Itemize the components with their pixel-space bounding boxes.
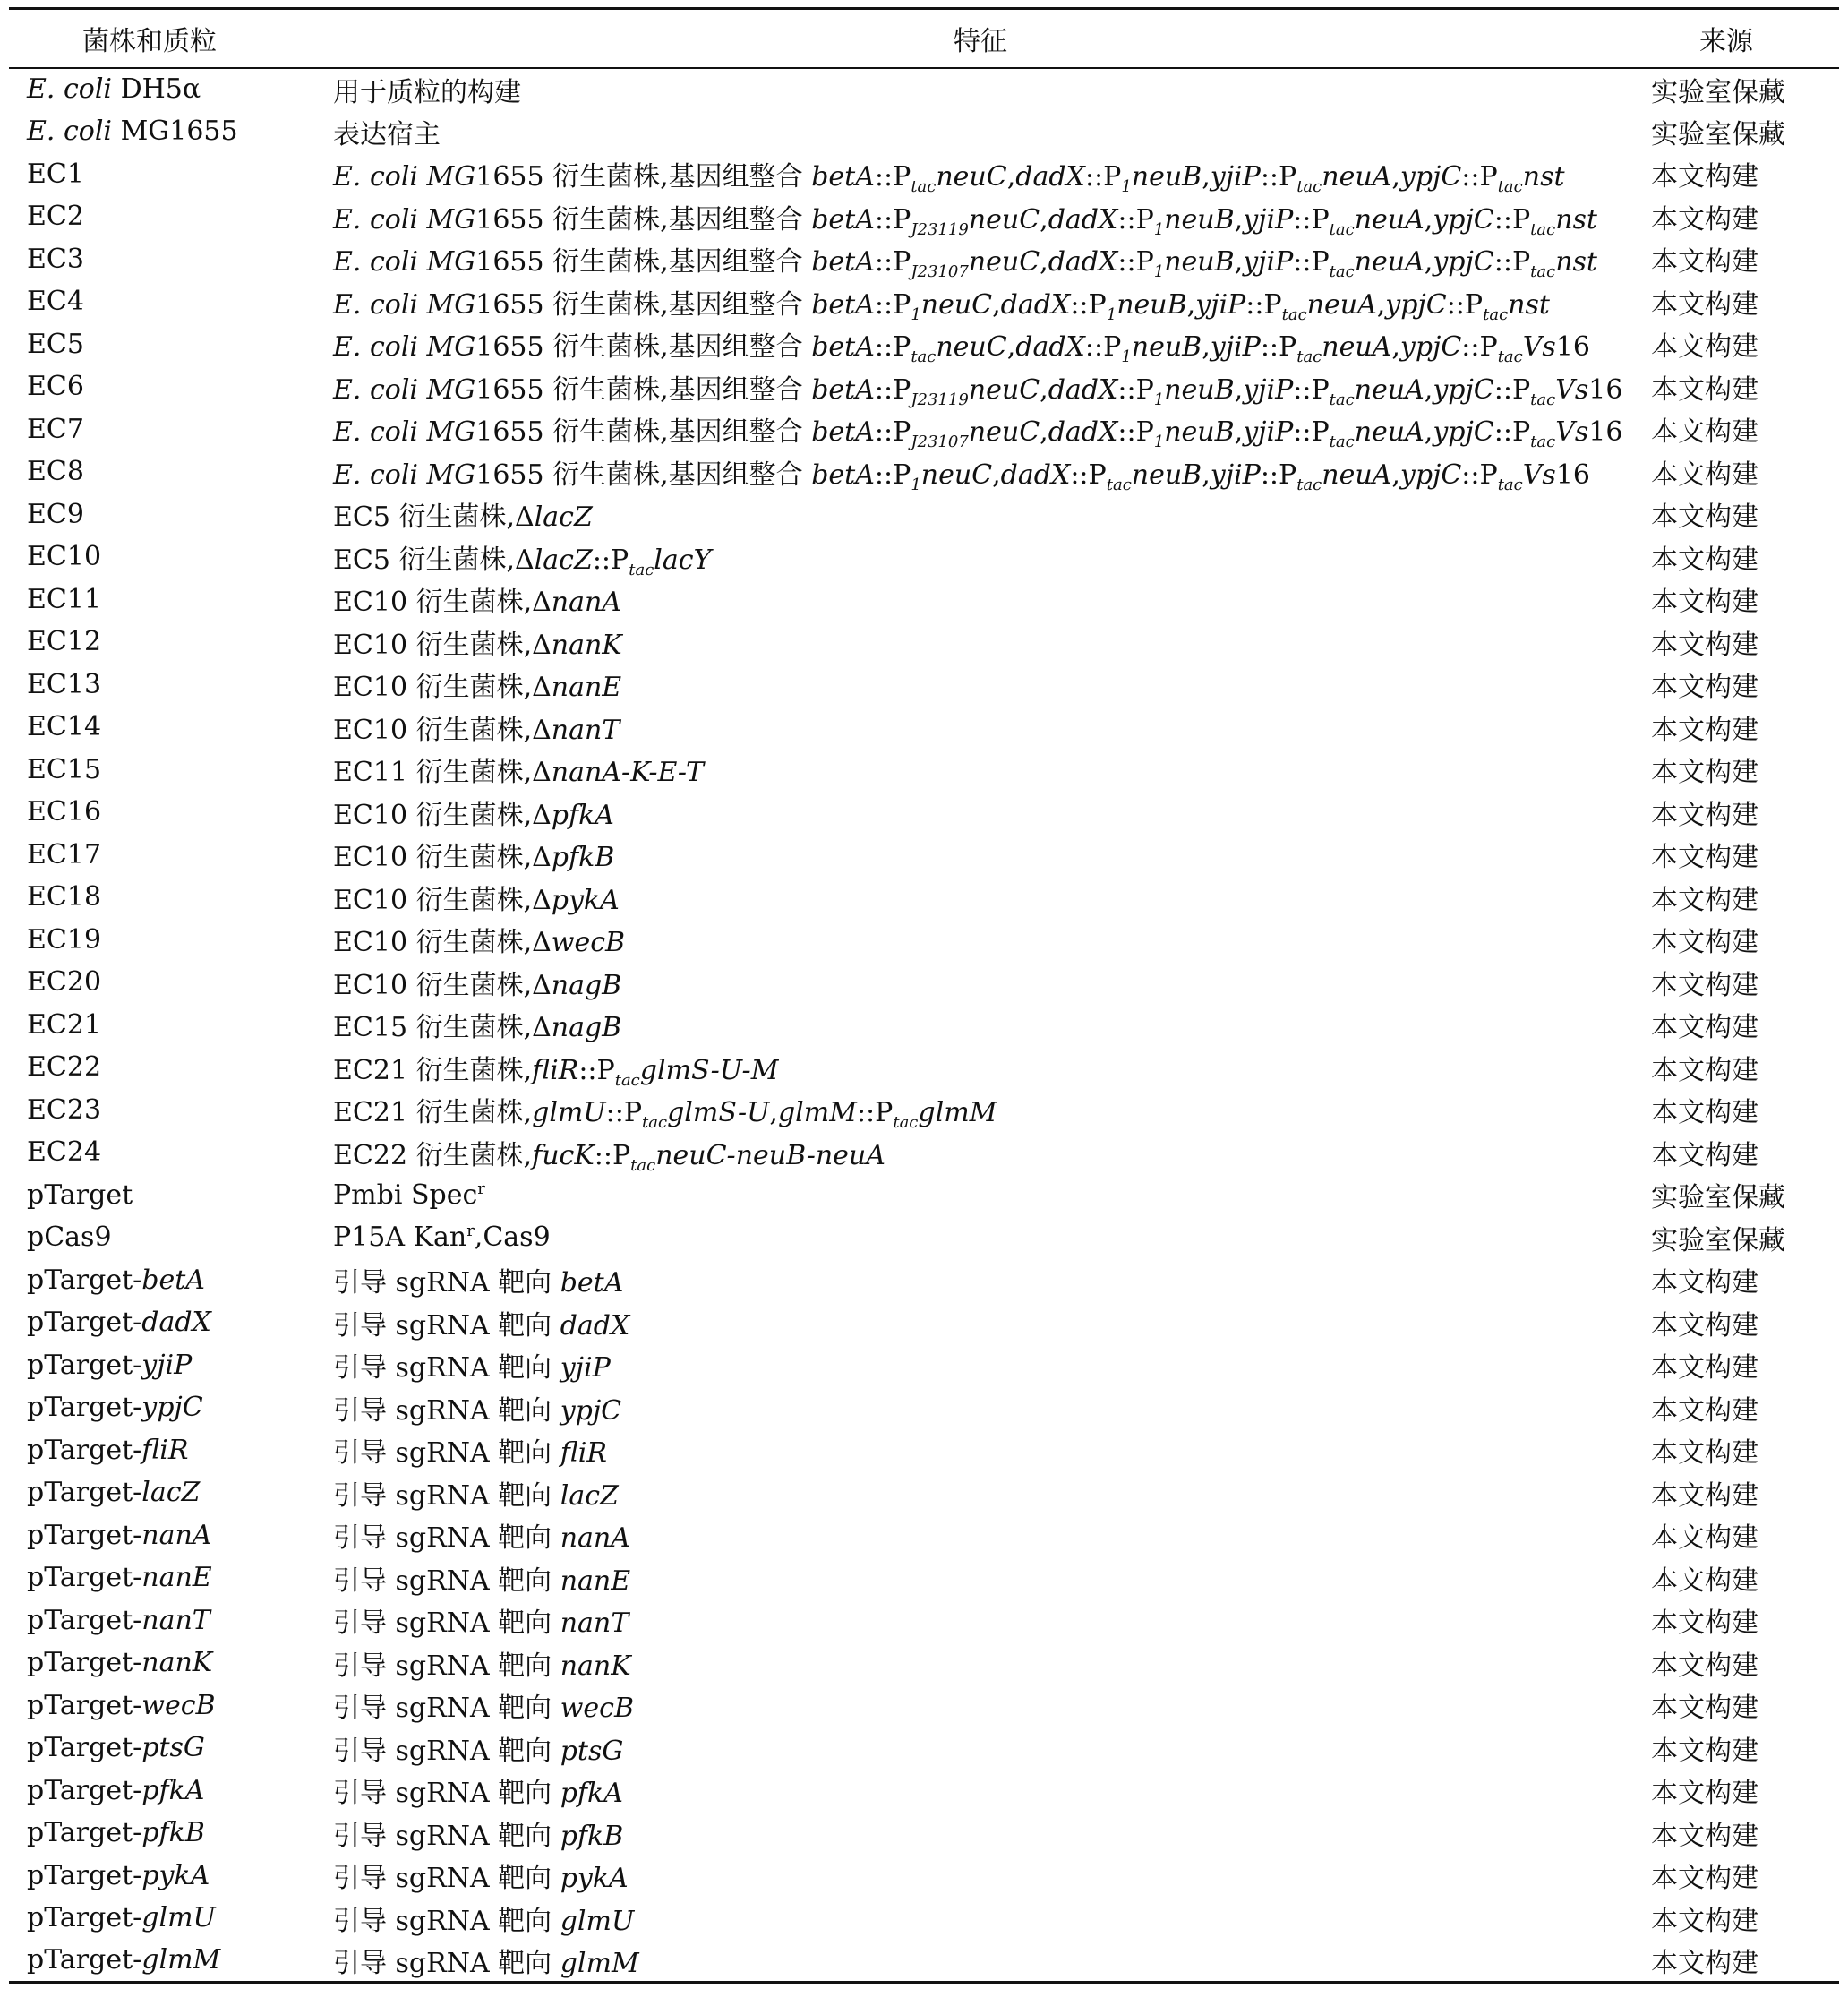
cell-feature: 引导 sgRNA 靶向 nanA — [333, 1522, 630, 1555]
cell-strain-name: EC8 — [27, 456, 84, 488]
cell-feature: 引导 sgRNA 靶向 lacZ — [333, 1479, 619, 1512]
cell-source: 本文构建 — [1651, 416, 1758, 449]
table-row — [9, 536, 1839, 579]
cell-source: 本文构建 — [1651, 884, 1758, 916]
cell-source: 本文构建 — [1651, 672, 1758, 704]
cell-feature: 引导 sgRNA 靶向 pfkB — [333, 1820, 624, 1852]
cell-feature: 引导 sgRNA 靶向 fliR — [333, 1437, 607, 1470]
table-row — [9, 1727, 1839, 1770]
cell-source: 本文构建 — [1651, 969, 1758, 1001]
table-header — [9, 9, 1839, 68]
cell-source: 实验室保藏 — [1651, 1224, 1785, 1256]
cell-strain-name: pTarget-glmM — [9, 1940, 315, 1983]
cell-feature: 引导 sgRNA 靶向 glmU — [333, 1905, 635, 1937]
cell-feature: EC21 衍生菌株$,glmU::P_{tac}glmS-U,glmM::P_{tac}glmM$ — [333, 1097, 997, 1133]
cell-feature: 引导 sgRNA 靶向 pfkA — [333, 1778, 623, 1810]
cell-strain-name: pTarget-yjiP — [27, 1349, 192, 1381]
cell-strain-name: pTarget-nanT — [27, 1604, 210, 1636]
table-row — [9, 834, 1839, 877]
table-row — [9, 1812, 1839, 1855]
header-row — [9, 9, 1839, 68]
cell-strain-name: EC22 — [27, 1051, 102, 1084]
table-row — [9, 621, 1839, 664]
cell-source: 本文构建 — [1651, 587, 1758, 619]
header-source: 来源 — [1646, 9, 1839, 68]
cell-strain-name: EC12 — [27, 626, 102, 658]
table-body — [9, 68, 1839, 1983]
cell-strain-name: EC4 — [27, 286, 84, 318]
cell-strain-name: EC15 — [27, 753, 102, 785]
cell-source: 本文构建 — [1651, 1565, 1758, 1597]
table-row — [9, 1556, 1839, 1599]
cell-strain-name: EC6 — [27, 371, 84, 403]
cell-source: 实验室保藏 — [1651, 118, 1785, 150]
cell-feature: 引导 sgRNA 靶向 ypjC — [333, 1394, 622, 1427]
cell-source: 本文构建 — [1651, 161, 1758, 193]
table-row — [9, 664, 1839, 707]
cell-strain-name: EC10 — [27, 541, 102, 573]
table-row — [9, 1344, 1839, 1387]
cell-strain-name: pCas9 — [27, 1222, 112, 1254]
cell-strain-name: pTarget-nanA — [27, 1519, 212, 1551]
cell-strain-name: EC9 — [27, 498, 84, 530]
cell-feature: 引导 sgRNA 靶向 glmM — [315, 1940, 1646, 1983]
cell-source: 本文构建 — [1651, 1309, 1758, 1342]
cell-strain-name: pTarget-dadX — [27, 1307, 211, 1339]
table-row — [9, 706, 1839, 749]
cell-feature: E. coli MG1655 衍生菌株,基因组整合 $betA::P_{J23119}neuC,dadX::P_1neuB,yjiP::P_{tac}neuA,ypjC::P_{tac}Vs16$ — [333, 373, 1623, 409]
cell-strain-name: EC18 — [27, 881, 102, 913]
table-row — [9, 1004, 1839, 1047]
table-row — [9, 749, 1839, 792]
cell-feature: 引导 sgRNA 靶向 nanE — [333, 1565, 631, 1597]
cell-source: 本文构建 — [1651, 1394, 1758, 1427]
cell-source: 本文构建 — [1651, 1139, 1758, 1171]
table-row — [9, 1174, 1839, 1217]
table-row — [9, 408, 1839, 451]
cell-feature: 引导 sgRNA 靶向 ptsG — [333, 1735, 624, 1767]
cell-source: 实验室保藏 — [1651, 1182, 1785, 1214]
cell-feature: EC11 衍生菌株,ΔnanA-K-E-T — [333, 757, 704, 789]
cell-source: 实验室保藏 — [1651, 76, 1785, 108]
cell-strain-name: pTarget-nanE — [27, 1562, 212, 1594]
cell-feature: 引导 sgRNA 靶向 dadX — [333, 1309, 630, 1342]
cell-source: 本文构建 — [1651, 331, 1758, 364]
cell-feature: EC10 衍生菌株,ΔnanT — [333, 714, 620, 746]
cell-source: 本文构建 — [1651, 1054, 1758, 1086]
cell-feature: 引导 sgRNA 靶向 betA — [333, 1267, 624, 1299]
cell-feature: E. coli MG1655 衍生菌株,基因组整合 $betA::P_1neuC,dadX::P_1neuB,yjiP::P_{tac}neuA,ypjC::P_{tac}nst$ — [333, 288, 1550, 324]
cell-feature: 引导 sgRNA 靶向 yjiP — [333, 1352, 611, 1384]
table-row — [9, 493, 1839, 536]
cell-strain-name: pTarget-ypjC — [27, 1392, 203, 1424]
cell-strain-name: EC21 — [27, 1008, 102, 1041]
table-row — [9, 876, 1839, 919]
cell-source: 本文构建 — [1651, 1012, 1758, 1044]
table-row — [9, 323, 1839, 366]
cell-strain-name: EC5 — [27, 328, 84, 360]
cell-source: 本文构建 — [1651, 629, 1758, 661]
cell-source: 本文构建 — [1651, 1267, 1758, 1299]
table-row — [9, 1642, 1839, 1685]
table-row — [9, 1599, 1839, 1642]
header-feature: 特征 — [315, 9, 1646, 68]
table-row — [9, 110, 1839, 153]
table-row — [9, 1301, 1839, 1344]
cell-source: 本文构建 — [1651, 203, 1758, 236]
table-row — [9, 1471, 1839, 1514]
table-row — [9, 1131, 1839, 1174]
cell-source: 本文构建 — [1651, 1735, 1758, 1767]
cell-feature: 引导 sgRNA 靶向 nanK — [333, 1650, 631, 1682]
table-row — [9, 791, 1839, 834]
table-row — [9, 195, 1839, 238]
cell-strain-name: EC16 — [27, 796, 102, 828]
cell-source: 本文构建 — [1651, 1479, 1758, 1512]
cell-source: 本文构建 — [1651, 757, 1758, 789]
cell-strain-name: pTarget-wecB — [27, 1689, 216, 1721]
table-row — [9, 365, 1839, 408]
cell-feature: EC10 衍生菌株,ΔnanK — [333, 629, 622, 661]
cell-strain-name: EC19 — [27, 923, 102, 956]
cell-feature: E. coli MG1655 衍生菌株,基因组整合 $betA::P_{tac}neuC,dadX::P_1neuB,yjiP::P_{tac}neuA,ypjC::P_{tac}Vs16$ — [333, 331, 1590, 367]
cell-strain-name: EC20 — [27, 966, 102, 999]
table-row — [9, 1855, 1839, 1898]
table-row — [9, 280, 1839, 323]
cell-source: 本文构建 — [1651, 373, 1758, 406]
cell-source: 本文构建 — [1651, 1522, 1758, 1555]
table-row — [9, 1940, 1839, 1983]
cell-feature: EC10 衍生菌株,ΔnagB — [333, 969, 622, 1001]
cell-source: 本文构建 — [1651, 288, 1758, 321]
table-row — [9, 1386, 1839, 1429]
cell-source: 本文构建 — [1651, 544, 1758, 576]
cell-strain-name: EC13 — [27, 668, 102, 700]
table-row — [9, 1685, 1839, 1727]
table-row — [9, 153, 1839, 196]
cell-strain-name: pTarget-betA — [27, 1264, 205, 1296]
cell-strain-name: pTarget-pykA — [27, 1859, 210, 1891]
cell-feature: 引导 sgRNA 靶向 nanT — [333, 1607, 629, 1640]
cell-feature: EC15 衍生菌株,ΔnagB — [333, 1012, 622, 1044]
cell-feature: EC21 衍生菌株$,fliR::P_{tac}glmS-U-M$ — [333, 1054, 779, 1090]
cell-feature: EC5 衍生菌株,ΔlacZ — [333, 502, 593, 534]
cell-strain-name: EC14 — [27, 711, 102, 743]
cell-source: 本文构建 — [1651, 246, 1758, 279]
table-row — [9, 238, 1839, 281]
cell-feature: EC10 衍生菌株,ΔnanE — [333, 672, 622, 704]
cell-feature: E. coli MG1655 衍生菌株,基因组整合 $betA::P_{tac}neuC,dadX::P_1neuB,yjiP::P_{tac}neuA,ypjC::P_{tac}nst$ — [333, 161, 1565, 197]
table-row — [9, 1770, 1839, 1813]
cell-feature: E. coli MG1655 衍生菌株,基因组整合 $betA::P_{J23119}neuC,dadX::P_1neuB,yjiP::P_{tac}neuA,ypjC::P_{tac}nst$ — [333, 203, 1597, 239]
cell-source: 本文构建 — [1651, 927, 1758, 959]
cell-strain-name: EC3 — [27, 243, 84, 275]
table-row — [9, 961, 1839, 1004]
cell-strain-name: pTarget-fliR — [27, 1434, 189, 1466]
cell-source: 本文构建 — [1651, 1778, 1758, 1810]
cell-feature: E. coli MG1655 衍生菌株,基因组整合 $betA::P_1neuC,dadX::P_{tac}neuB,yjiP::P_{tac}neuA,ypjC::P_{tac}Vs16$ — [333, 459, 1590, 494]
cell-source: 本文构建 — [1651, 714, 1758, 746]
cell-feature: P15A Kan$^r$,Cas9 — [333, 1222, 551, 1254]
table-row — [9, 450, 1839, 493]
cell-feature: 表达宿主 — [333, 118, 441, 150]
header-strain-plasmid: 菌株和质粒 — [9, 9, 315, 68]
cell-strain-name: EC24 — [27, 1136, 102, 1169]
cell-source: 本文构建 — [1651, 459, 1758, 491]
cell-feature: EC10 衍生菌株,ΔpfkA — [333, 799, 614, 831]
cell-strain-name: pTarget-ptsG — [27, 1732, 205, 1764]
cell-strain-name: E. coli MG1655 — [27, 116, 238, 148]
cell-source: 本文构建 — [1651, 1352, 1758, 1384]
table-row — [9, 1897, 1839, 1940]
cell-feature: EC10 衍生菌株,ΔpykA — [333, 884, 620, 916]
table-row — [9, 579, 1839, 622]
cell-feature: EC10 衍生菌株,ΔwecB — [333, 927, 626, 959]
cell-strain-name: EC2 — [27, 201, 84, 233]
cell-feature: EC10 衍生菌株,ΔnanA — [333, 587, 621, 619]
cell-source: 本文构建 — [1651, 1905, 1758, 1937]
table-row — [9, 1514, 1839, 1557]
strains-plasmids-table — [9, 7, 1839, 1984]
cell-strain-name: pTarget-pfkB — [27, 1817, 205, 1849]
table-row — [9, 1089, 1839, 1132]
cell-strain-name: pTarget-lacZ — [27, 1477, 201, 1509]
table-row — [9, 919, 1839, 962]
cell-source: 本文构建 — [1651, 799, 1758, 831]
cell-source: 本文构建 — [1651, 1097, 1758, 1129]
cell-strain-name: EC17 — [27, 838, 102, 870]
cell-feature: E. coli MG1655 衍生菌株,基因组整合 $betA::P_{J23107}neuC,dadX::P_1neuB,yjiP::P_{tac}neuA,ypjC::P_{tac}nst$ — [333, 246, 1597, 282]
cell-strain-name: pTarget-pfkA — [27, 1774, 205, 1806]
table-row — [9, 1429, 1839, 1472]
cell-strain-name: pTarget-nanK — [27, 1647, 213, 1679]
cell-strain-name: E. coli DH5α — [27, 73, 201, 106]
table-row — [9, 68, 1839, 111]
cell-source: 本文构建 — [1651, 1693, 1758, 1725]
cell-strain-name: pTarget — [27, 1179, 133, 1211]
cell-source: 本文构建 — [1651, 1650, 1758, 1682]
cell-strain-name: EC11 — [27, 583, 102, 615]
cell-source: 本文构建 — [1651, 502, 1758, 534]
cell-strain-name: EC7 — [27, 413, 84, 445]
cell-strain-name: EC23 — [27, 1093, 102, 1126]
cell-feature: E. coli MG1655 衍生菌株,基因组整合 $betA::P_{J23107}neuC,dadX::P_1neuB,yjiP::P_{tac}neuA,ypjC::P_{tac}Vs16$ — [333, 416, 1623, 452]
cell-feature: Pmbi Spec$^r$ — [333, 1179, 485, 1211]
cell-feature: 引导 sgRNA 靶向 pykA — [333, 1863, 629, 1895]
cell-source: 本文构建 — [1651, 1863, 1758, 1895]
table-row — [9, 1046, 1839, 1089]
cell-source: 本文构建 — [1651, 1437, 1758, 1470]
cell-feature: EC5 衍生菌株$,\Delta lacZ::P_{tac}lacY$ — [333, 544, 712, 579]
cell-feature: EC10 衍生菌株,ΔpfkB — [333, 842, 615, 874]
cell-feature: EC22 衍生菌株$,fucK::P_{tac}neuC-neuB$-neuA — [333, 1139, 886, 1175]
cell-source: 本文构建 — [1651, 842, 1758, 874]
cell-feature: 引导 sgRNA 靶向 wecB — [333, 1693, 634, 1725]
table-row — [9, 1259, 1839, 1302]
cell-strain-name: pTarget-glmU — [27, 1902, 216, 1934]
cell-strain-name: EC1 — [27, 158, 84, 190]
cell-source: 本文构建 — [1646, 1940, 1839, 1983]
table-row — [9, 1216, 1839, 1259]
cell-source: 本文构建 — [1651, 1607, 1758, 1640]
cell-source: 本文构建 — [1651, 1820, 1758, 1852]
cell-feature: 用于质粒的构建 — [333, 76, 521, 108]
